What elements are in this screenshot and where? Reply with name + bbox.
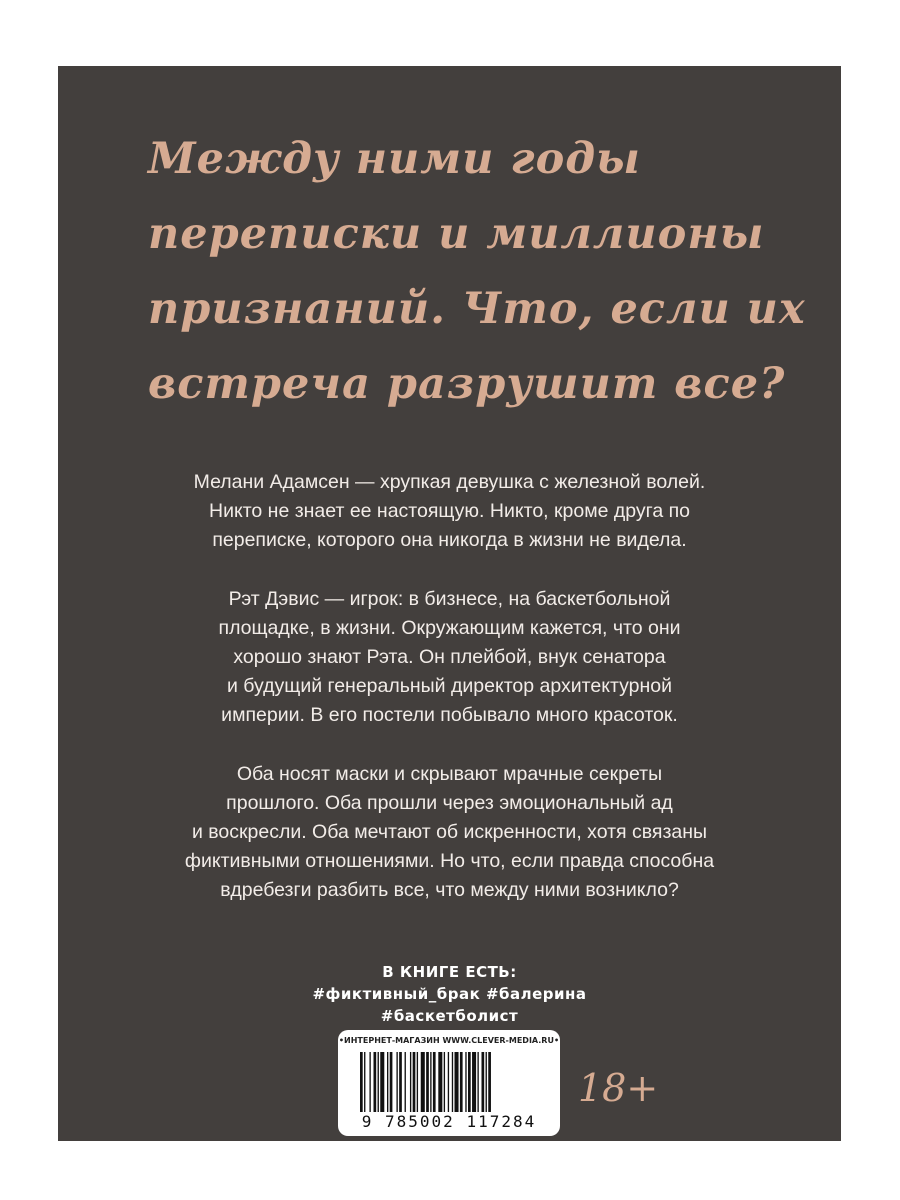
tagline-line: переписки и миллионы xyxy=(148,209,765,259)
hashtags: #баскетболист xyxy=(380,1007,519,1025)
description-line: прошлого. Оба прошли через эмоциональный ад xyxy=(226,792,673,814)
tagline-line: встреча разрушит все? xyxy=(148,359,786,409)
shop-url: •ИНТЕРНЕТ-МАГАЗИН WWW.CLEVER-MEDIA.RU• xyxy=(338,1036,560,1045)
description-paragraph xyxy=(138,585,761,730)
description-line: площадке, в жизни. Окружающим кажется, что они xyxy=(218,617,681,639)
tagline-line: признаний. Что, если их xyxy=(148,284,806,334)
tagline xyxy=(148,122,806,422)
tagline-line: Между ними годы xyxy=(148,134,641,184)
back-cover xyxy=(58,66,841,1141)
barcode-label xyxy=(338,1030,560,1136)
description-line: Оба носят маски и скрывают мрачные секреты xyxy=(236,763,663,785)
description-line: и воскресли. Оба мечтают об искренности, хотя связаны xyxy=(191,821,708,843)
description-line: вдребезги разбить все, что между ними возникло? xyxy=(220,879,679,901)
description-paragraph xyxy=(138,468,761,555)
book-description xyxy=(138,468,761,935)
description-line: Рэт Дэвис — игрок: в бизнесе, на баскетбольной xyxy=(228,588,671,610)
description-line: Мелани Адамсен — хрупкая девушка с железной волей. xyxy=(193,471,706,493)
description-line: империи. В его постели побывало много красоток. xyxy=(221,704,678,726)
description-paragraph xyxy=(138,760,761,905)
description-line: Никто не знает ее настоящую. Никто, кроме друга по xyxy=(208,500,690,522)
description-line: переписке, которого она никогда в жизни не видела. xyxy=(212,529,687,551)
description-line: хорошо знают Рэта. Он плейбой, внук сенатора xyxy=(233,646,666,668)
description-line: фиктивными отношениями. Но что, если правда способна xyxy=(184,850,715,872)
inside-heading: В КНИГЕ ЕСТЬ: xyxy=(382,963,517,981)
barcode-bars xyxy=(360,1052,540,1112)
isbn-number: 9 785002 117284 xyxy=(361,1112,537,1131)
description-line: и будущий генеральный директор архитектурной xyxy=(227,675,672,697)
inside-the-book xyxy=(208,961,691,1027)
age-rating: 18+ xyxy=(578,1066,659,1110)
hashtags: #фиктивный_брак #балерина xyxy=(312,985,587,1003)
